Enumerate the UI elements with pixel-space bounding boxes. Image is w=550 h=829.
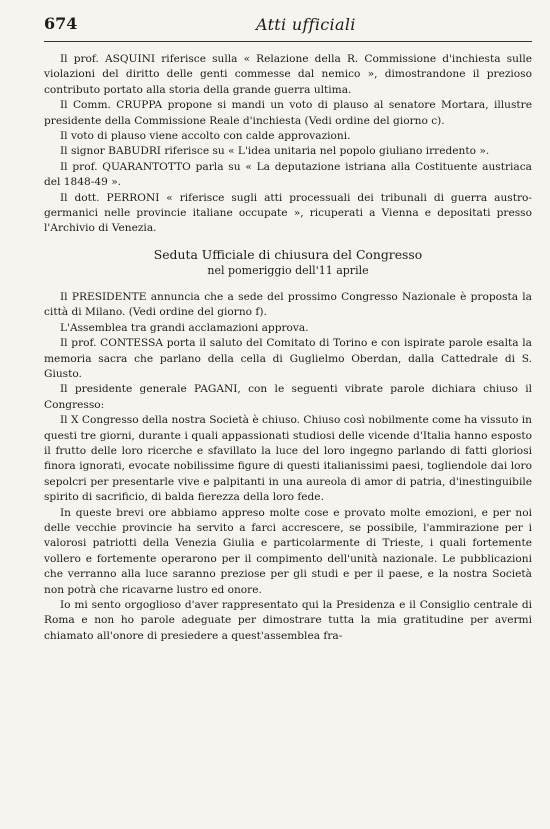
section-title: Seduta Ufficiale di chiusura del Congresso	[153, 246, 423, 262]
running-title: Atti ufficiali	[256, 15, 356, 34]
paragraph: L'Assemblea tra grandi acclamazioni approva.	[60, 321, 309, 334]
page-header	[44, 14, 532, 44]
paragraph: Il signor BABUDRI riferisce su « L'idea unitaria nel popolo giuliano irredento ».	[60, 145, 490, 158]
paragraph: Il Comm. CRUPPA propone si mandi un voto di plauso al senatore Mortara, illustre presidente della Commissione Reale d'inchiesta (Vedi ordine del giorno c).	[44, 99, 532, 127]
page-number: 674	[44, 14, 78, 33]
paragraph: Io mi sento orgoglioso d'aver rappresentato qui la Presidenza e il Consiglio centrale di Roma e non ho parole adeguate per dimostrare tutta la mia gratitudine per avermi chiamato all'onore di presiedere a quest'assemblea fra-	[44, 599, 532, 642]
paragraph: Il PRESIDENTE annuncia che a sede del prossimo Congresso Nazionale è proposta la città di Milano. (Vedi ordine del giorno f).	[44, 290, 532, 319]
paragraph: In queste brevi ore abbiamo appreso molte cose e provato molte emozioni, e per noi delle vecchie provincie ha servito a farci accrescere, se possibile, l'ammirazione per i valorosi patriotti della Venezia Giulia e particolarmente di Trieste, i quali fortemente vollero e fortemente operarono per il compimento dell'unità nazionale. Le pubblicazioni che verranno alla luce saranno preziose per gli studi e per il paese, e la nostra Società non potrà che ricavarne lustro ed onore.	[44, 506, 532, 596]
paragraph: Il presidente generale PAGANI, con le seguenti vibrate parole dichiara chiuso il Congresso:	[44, 383, 532, 411]
body-text-after	[44, 290, 532, 644]
body-text-before	[44, 52, 532, 237]
paragraph: Il X Congresso della nostra Società è chiuso. Chiuso così nobilmente come ha vissuto in questi tre giorni, durante i quali appassionati studiosi delle vicende d'Italia hanno esposto il frutto delle loro ricerche e sfavillato la luce del loro ingegno parlando di fatti gloriosi finora ignorati, evocate nobilissime figure di questi italianissimi paesi, togliendole dai loro sepolcri per presentarle vive e palpitanti in una aureola di amor di patria, d'inestinguibile spirito di sacrificio, di balda fierezza della loro fede.	[44, 414, 532, 504]
paragraph: Il prof. ASQUINI riferisce sulla « Relazione della R. Commissione d'inchiesta sulle violazioni del diritto delle genti commesse dal nemico », dimostrandone il prezioso contributo portato alla storia della grande guerra ultima.	[44, 53, 532, 96]
paragraph: Il prof. CONTESSA porta il saluto del Comitato di Torino e con ispirate parole esalta la memoria sacra che parlano della cella di Guglielmo Oberdan, dalla Cattedrale di S. Giusto.	[44, 337, 532, 380]
paragraph: Il prof. QUARANTOTTO parla su « La deputazione istriana alla Costituente austriaca del 1848-49 ».	[44, 160, 532, 189]
paragraph: Il dott. PERRONI « riferisce sugli atti processuali dei tribunali di guerra austro-germanici nelle provincie italiane occupate », ricuperati a Vienna e depositati presso l'Archivio di Venezia.	[44, 191, 532, 235]
section-subtitle: nel pomeriggio dell'11 aprile	[207, 263, 369, 277]
header-rule	[44, 41, 532, 42]
paragraph: Il voto di plauso viene accolto con calde approvazioni.	[60, 130, 351, 143]
